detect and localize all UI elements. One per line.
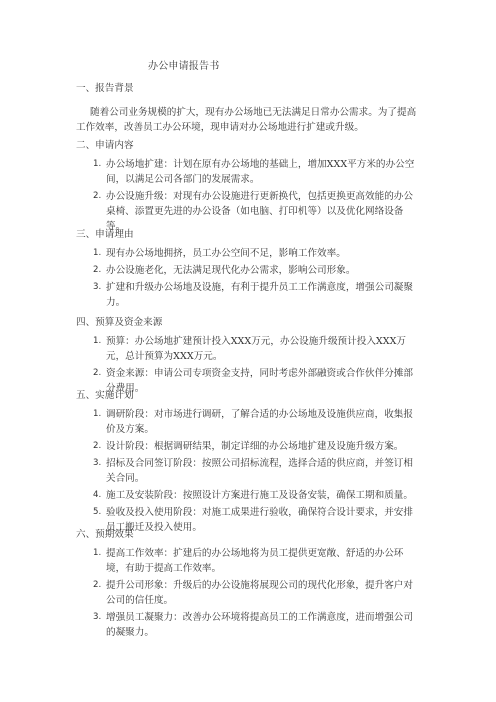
list-number: 3. (93, 612, 102, 622)
list-number: 2. (93, 368, 102, 378)
list-item-text: 扩建和升级办公场地及设施，有利于提升员工工作满意度，增强公司凝聚力。 (106, 282, 413, 308)
list-item-text: 预算：办公场地扩建预计投入XXX万元，办公设施升级预计投入XXX万元，总计预算为XXX万元。 (106, 336, 407, 362)
list-number: 4. (93, 490, 102, 500)
list-number: 1. (93, 409, 102, 419)
section-reasons (76, 227, 422, 312)
section-heading: 四、预算及资金来源 (76, 317, 163, 328)
numbered-list (76, 546, 422, 640)
list-item-text: 资金来源：申请公司专项资金支持，同时考虑外部融资或合作伙伴分摊部分费用。 (106, 368, 413, 394)
section-heading: 一、报告背景 (76, 83, 134, 94)
list-number: 1. (93, 248, 102, 258)
list-item-text: 施工及安装阶段：按照设计方案进行施工及设备安装，确保工期和质量。 (106, 490, 413, 501)
numbered-list (76, 334, 422, 396)
section-heading: 三、申请理由 (76, 229, 134, 240)
list-item (76, 334, 422, 364)
list-item (76, 439, 422, 454)
list-item (76, 246, 422, 261)
document-title: 办公申请报告书 (148, 61, 220, 72)
list-number: 3. (93, 458, 102, 468)
list-item-text: 办公设施升级：对现有办公设施进行更新换代，包括更换更高效能的办公桌椅、添置更先进的办公设备（如电脑、打印机等）以及优化网络设备等。 (106, 191, 413, 232)
list-item (76, 280, 422, 310)
list-number: 1. (93, 159, 102, 169)
list-item (76, 407, 422, 437)
numbered-list (76, 246, 422, 310)
section-heading: 六、预期效果 (76, 529, 134, 540)
list-item (76, 610, 422, 640)
section-content (76, 138, 422, 236)
list-number: 2. (93, 441, 102, 451)
list-number: 2. (93, 191, 102, 201)
list-item-text: 设计阶段：根据调研结果，制定详细的办公场地扩建及设施升级方案。 (106, 441, 404, 452)
section-heading: 五、实施计划 (76, 390, 134, 401)
numbered-list (76, 407, 422, 535)
section-background (76, 81, 422, 135)
section-paragraph: 随着公司业务规模的扩大，现有办公场地已无法满足日常办公需求。为了提高工作效率，改善员工办公环境，现申请对办公场地进行扩建或升级。 (76, 107, 417, 133)
list-item-text: 办公设施老化，无法满足现代化办公需求，影响公司形象。 (106, 265, 356, 276)
list-item (76, 263, 422, 278)
list-number: 1. (93, 336, 102, 346)
list-number: 5. (93, 507, 102, 517)
list-number: 2. (93, 265, 102, 275)
list-item (76, 546, 422, 576)
list-item-text: 招标及合同签订阶段：按照公司招标流程，选择合适的供应商，并签订相关合同。 (106, 458, 413, 484)
list-item (76, 157, 422, 187)
section-outcomes (76, 527, 422, 642)
list-item-text: 现有办公场地拥挤，员工办公空间不足，影响工作效率。 (106, 248, 346, 259)
section-heading: 二、申请内容 (76, 140, 134, 151)
list-item-text: 提升公司形象：升级后的办公设施将展现公司的现代化形象，提升客户对公司的信任度。 (106, 580, 413, 606)
list-item-text: 验收及投入使用阶段：对施工成果进行验收，确保符合设计要求，并安排员工搬迁及投入使用。 (106, 507, 413, 533)
list-item (76, 456, 422, 486)
list-number: 1. (93, 548, 102, 558)
list-number: 2. (93, 580, 102, 590)
list-item (76, 488, 422, 503)
section-plan (76, 388, 422, 537)
list-number: 3. (93, 282, 102, 292)
list-item (76, 578, 422, 608)
list-item-text: 增强员工凝聚力：改善办公环境将提高员工的工作满意度，进而增强公司的凝聚力。 (106, 612, 413, 638)
list-item-text: 提高工作效率：扩建后的办公场地将为员工提供更宽敞、舒适的办公环境，有助于提高工作效率。 (106, 548, 404, 574)
list-item-text: 办公场地扩建：计划在原有办公场地的基础上，增加XXX平方米的办公空间，以满足公司各部门的发展需求。 (106, 159, 415, 185)
numbered-list (76, 157, 422, 234)
section-budget (76, 315, 422, 398)
list-item-text: 调研阶段：对市场进行调研，了解合适的办公场地及设施供应商，收集报价及方案。 (106, 409, 413, 435)
